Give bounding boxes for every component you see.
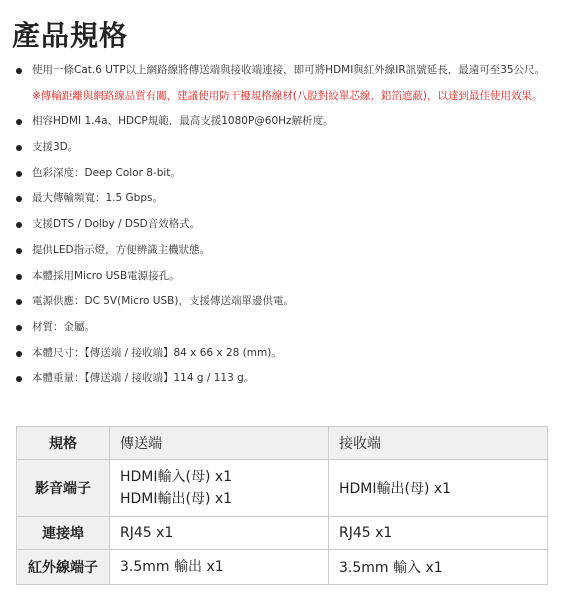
spec-item [14,289,566,315]
receiver-cell: RJ45 x1 [329,517,548,550]
row-label: 影音端子 [17,460,110,517]
spec-text: 支援DTS / Dolby / DSD音效格式。 [32,218,201,231]
spec-item [14,264,566,290]
bullet-icon [16,376,22,382]
spec-text: 最大傳輸頻寬：1.5 Gbps。 [32,192,163,205]
bullet-icon [16,274,22,280]
bullet-icon [16,145,22,151]
spec-text: 使用一條Cat.6 UTP以上網路線將傳送端與接收端連接，即可將HDMI與紅外線IR訊號延長，最遠可至35公尺。 [32,64,546,76]
spec-table [16,426,548,585]
spec-item [14,366,566,392]
bullet-icon [16,299,22,305]
cell-line: HDMI輸入(母) x1 [120,469,233,485]
row-label: 連接埠 [17,517,110,550]
spec-item [14,161,566,187]
spec-item [14,186,566,212]
bullet-icon [16,248,22,254]
spec-text: 支援3D。 [32,141,79,154]
table-row [17,517,548,550]
receiver-cell: 3.5mm 輸入 x1 [329,550,548,585]
bullet-icon [16,351,22,357]
spec-item [14,238,566,264]
spec-item [14,315,566,341]
spec-text: 電源供應：DC 5V(Micro USB)，支援傳送端單邊供電。 [32,295,294,308]
spec-item [14,341,566,367]
spec-note [14,84,566,110]
bullet-icon [16,325,22,331]
table-row [17,550,548,585]
spec-note-text: ※傳輸距離與網路線品質有關，建議使用防干擾規格線材(八股對絞單芯線，鋁箔遮蔽)，以達到最佳使用效果。 [32,89,543,102]
transmitter-cell [110,517,329,550]
spec-text: 提供LED指示燈，方便辨識主機狀態。 [32,243,211,256]
spec-text: 相容HDMI 1.4a、HDCP規範，最高支援1080P@60Hz解析度。 [32,115,334,128]
spec-item [14,212,566,238]
spec-list [14,58,566,392]
spec-item [14,58,566,84]
column-header-spec: 規格 [17,427,110,460]
table-row [17,460,548,517]
transmitter-cell [110,460,329,517]
bullet-icon [16,119,22,125]
column-header-transmitter: 傳送端 [110,427,329,460]
row-label: 紅外線端子 [17,550,110,585]
bullet-icon [16,171,22,177]
column-header-receiver: 接收端 [329,427,548,460]
spec-text: 本體重量：【傳送端 / 接收端】114 g / 113 g。 [32,372,255,385]
spec-item [14,109,566,135]
receiver-cell: HDMI輸出(母) x1 [329,460,548,517]
cell-line: HDMI輸出(母) x1 [120,491,233,507]
transmitter-cell [110,550,329,585]
bullet-icon [16,196,22,202]
cell-line: 3.5mm 輸出 x1 [120,559,224,575]
table-header-row [17,427,548,460]
spec-text: 本體採用Micro USB電源接孔。 [32,269,180,282]
spec-item [14,135,566,161]
bullet-icon [16,68,22,74]
cell-line: RJ45 x1 [120,525,174,541]
spec-text: 本體尺寸：【傳送端 / 接收端】84 x 66 x 28 (mm)。 [32,346,282,359]
bullet-icon [16,222,22,228]
spec-text: 材質：金屬。 [32,320,95,333]
page-title: 產品規格 [12,19,129,52]
spec-text: 色彩深度：Deep Color 8-bit。 [32,166,181,179]
